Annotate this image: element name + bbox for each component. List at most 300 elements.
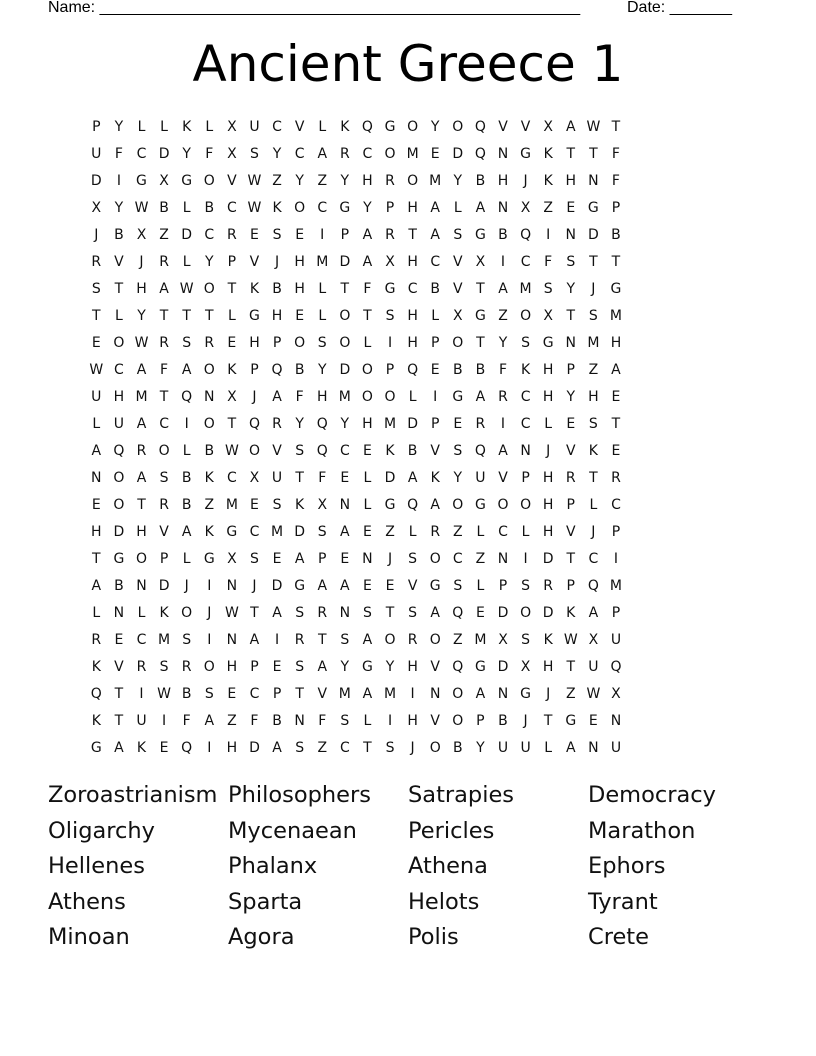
grid-letter: J [387, 551, 393, 567]
word-list-item: Ephors [588, 853, 666, 880]
grid-letter: I [523, 551, 528, 567]
grid-letter: N [565, 227, 576, 243]
grid-letter: N [497, 146, 509, 162]
grid-letter: Y [295, 173, 304, 189]
grid-letter: N [610, 713, 622, 729]
word-list-item: Satrapies [408, 782, 515, 808]
grid-letter: S [317, 335, 327, 351]
grid-letter: X [385, 254, 395, 270]
grid-letter: U [497, 740, 509, 756]
grid-letter: K [430, 470, 440, 486]
grid-letter: C [520, 254, 531, 270]
grid-letter: Y [363, 200, 372, 216]
grid-letter: R [136, 443, 147, 459]
grid-letter: E [227, 335, 237, 351]
grid-letter: A [407, 470, 418, 486]
grid-letter: G [181, 173, 193, 189]
grid-letter: G [384, 281, 396, 297]
grid-letter: Q [610, 659, 622, 675]
grid-letter: Z [317, 173, 328, 189]
grid-letter: D [407, 416, 418, 432]
grid-letter: D [158, 578, 170, 594]
grid-letter: U [91, 389, 102, 405]
grid-letter: K [543, 632, 553, 648]
grid-letter: J [523, 713, 528, 729]
grid-letter: M [406, 146, 419, 162]
grid-letter: A [498, 281, 508, 297]
word-list-item: Helots [408, 888, 480, 915]
grid-letter: A [249, 632, 260, 648]
grid-letter: L [318, 119, 327, 135]
grid-letter: Y [114, 119, 124, 135]
grid-letter: V [453, 281, 463, 297]
grid-letter: S [521, 632, 531, 648]
grid-letter: S [295, 659, 305, 675]
grid-letter: I [433, 389, 438, 405]
grid-letter: G [294, 578, 306, 594]
grid-row [85, 357, 741, 384]
grid-letter: G [361, 659, 373, 675]
grid-letter: N [362, 551, 373, 567]
grid-letter: V [565, 443, 576, 459]
grid-letter: E [250, 497, 259, 513]
grid-letter: G [474, 227, 486, 243]
grid-letter: H [136, 524, 147, 540]
grid-letter: K [159, 605, 169, 621]
grid-letter: Z [588, 362, 599, 378]
grid-letter: W [134, 200, 149, 216]
grid-letter: S [385, 308, 395, 324]
grid-letter: M [609, 578, 622, 594]
grid-letter: Y [566, 389, 576, 405]
grid-letter: C [430, 254, 441, 270]
grid-letter: I [387, 335, 393, 351]
grid-letter: H [565, 173, 577, 189]
grid-letter: I [184, 416, 189, 432]
grid-letter: C [611, 497, 621, 513]
grid-letter: Q [271, 362, 283, 378]
word-list-item: Mycenaean [228, 817, 357, 844]
grid-letter: A [136, 416, 147, 432]
grid-letter: O [181, 605, 193, 621]
grid-letter: P [430, 335, 440, 351]
word-list-item: Philosophers [228, 782, 371, 808]
grid-letter: N [339, 605, 351, 621]
grid-letter: J [207, 605, 212, 621]
grid-letter: U [271, 470, 283, 486]
grid-letter: L [137, 119, 146, 135]
grid-letter: E [295, 308, 305, 324]
grid-letter: Y [114, 200, 124, 216]
grid-letter: E [362, 524, 372, 540]
grid-letter: M [158, 632, 171, 648]
grid-letter: V [520, 119, 531, 135]
grid-letter: E [430, 146, 440, 162]
grid-letter: K [566, 605, 576, 621]
grid-letter: I [207, 740, 212, 756]
grid-letter: P [566, 362, 575, 378]
grid-letter: O [294, 200, 306, 216]
grid-letter: O [452, 335, 464, 351]
grid-letter: T [363, 740, 372, 756]
grid-letter: T [611, 416, 621, 432]
grid-letter: J [274, 254, 280, 270]
grid-letter: A [430, 605, 440, 621]
grid-letter: N [588, 740, 599, 756]
grid-letter: H [407, 335, 418, 351]
grid-letter: G [226, 524, 238, 540]
grid-letter: G [429, 578, 441, 594]
grid-letter: W [179, 281, 194, 297]
grid-letter: J [139, 254, 144, 270]
grid-letter: G [90, 740, 102, 756]
grid-letter: V [430, 659, 440, 675]
grid-letter: R [430, 524, 441, 540]
grid-letter: B [272, 281, 282, 297]
grid-letter: L [589, 497, 598, 513]
grid-letter: F [611, 146, 620, 162]
grid-letter: I [162, 713, 167, 729]
word-list-item: Pericles [408, 817, 495, 844]
grid-letter: E [453, 416, 463, 432]
grid-letter: R [543, 578, 554, 594]
grid-letter: L [363, 335, 372, 351]
grid-letter: E [250, 227, 259, 243]
grid-letter: C [226, 200, 237, 216]
grid-letter: R [294, 632, 305, 648]
grid-row [85, 411, 741, 438]
grid-letter: U [475, 470, 486, 486]
grid-letter: Z [159, 227, 169, 243]
grid-letter: L [408, 389, 417, 405]
grid-letter: P [611, 200, 621, 216]
grid-letter: R [385, 227, 395, 243]
grid-letter: R [91, 254, 102, 270]
grid-letter: Q [474, 119, 486, 135]
grid-letter: S [521, 578, 531, 594]
grid-letter: A [362, 227, 373, 243]
grid-letter: A [91, 443, 102, 459]
grid-letter: A [565, 119, 576, 135]
grid-letter: C [498, 524, 508, 540]
grid-letter: R [385, 173, 395, 189]
grid-letter: Z [543, 200, 553, 216]
page-title: Ancient Greece 1 [192, 35, 624, 93]
grid-letter: K [91, 713, 101, 729]
grid-letter: Q [452, 659, 464, 675]
grid-letter: H [610, 335, 622, 351]
grid-letter: M [316, 254, 329, 270]
grid-letter: C [204, 227, 215, 243]
grid-letter: Y [453, 173, 463, 189]
grid-letter: Z [317, 740, 328, 756]
grid-letter: R [611, 470, 621, 486]
grid-letter: H [294, 281, 305, 297]
grid-letter: B [181, 686, 192, 702]
grid-letter: C [339, 740, 350, 756]
grid-letter: R [159, 254, 169, 270]
grid-letter: E [114, 632, 124, 648]
grid-letter: E [295, 227, 305, 243]
grid-letter: Q [113, 443, 125, 459]
grid-letter: C [136, 146, 147, 162]
grid-letter: Q [181, 740, 193, 756]
grid-letter: V [498, 470, 508, 486]
word-list-item: Tyrant [588, 888, 658, 915]
grid-letter: C [249, 686, 260, 702]
grid-letter: X [136, 227, 147, 243]
grid-letter: Y [476, 740, 485, 756]
grid-letter: L [182, 200, 191, 216]
grid-letter: K [295, 497, 305, 513]
grid-letter: Z [498, 308, 508, 324]
grid-letter: B [430, 281, 440, 297]
grid-letter: D [384, 470, 396, 486]
grid-letter: W [134, 335, 149, 351]
grid-letter: A [498, 443, 508, 459]
grid-letter: D [294, 524, 306, 540]
grid-letter: T [408, 227, 417, 243]
grid-letter: X [91, 200, 102, 216]
word-list-item: Minoan [48, 924, 130, 951]
grid-letter: Z [475, 551, 486, 567]
grid-letter: S [159, 659, 169, 675]
grid-letter: V [407, 578, 418, 594]
grid-letter: P [611, 524, 621, 540]
grid-letter: C [317, 200, 328, 216]
grid-row [85, 600, 741, 627]
grid-letter: O [113, 335, 125, 351]
grid-letter: E [227, 686, 237, 702]
grid-letter: L [114, 308, 123, 324]
grid-letter: B [114, 578, 124, 594]
grid-letter: V [453, 254, 463, 270]
grid-letter: E [340, 551, 350, 567]
grid-letter: M [474, 632, 487, 648]
grid-letter: V [430, 713, 440, 729]
grid-row [85, 330, 741, 357]
grid-letter: J [184, 578, 189, 594]
grid-letter: X [520, 659, 531, 675]
grid-letter: W [157, 686, 171, 702]
grid-letter: R [407, 632, 418, 648]
grid-letter: L [182, 254, 191, 270]
grid-letter: S [91, 281, 101, 297]
grid-letter: A [272, 605, 282, 621]
grid-letter: U [249, 119, 260, 135]
grid-letter: X [227, 119, 237, 135]
word-list-item: Sparta [228, 888, 303, 915]
grid-letter: K [204, 470, 214, 486]
grid-letter: H [316, 389, 328, 405]
grid-letter: G [520, 146, 531, 162]
grid-letter: X [588, 632, 599, 648]
grid-letter: S [295, 740, 305, 756]
grid-letter: I [320, 227, 325, 243]
grid-letter: D [339, 254, 351, 270]
grid-letter: T [476, 281, 485, 297]
grid-letter: E [159, 740, 169, 756]
grid-letter: T [476, 335, 485, 351]
grid-letter: E [611, 389, 621, 405]
grid-letter: F [182, 713, 191, 729]
grid-letter: Q [316, 416, 328, 432]
grid-row [85, 465, 741, 492]
grid-letter: V [565, 524, 576, 540]
grid-letter: M [587, 335, 600, 351]
grid-letter: D [497, 605, 509, 621]
grid-letter: P [227, 254, 237, 270]
grid-letter: E [340, 470, 350, 486]
grid-row [85, 492, 741, 519]
grid-letter: W [89, 362, 104, 378]
grid-letter: Z [272, 173, 282, 189]
grid-letter: D [249, 740, 260, 756]
grid-letter: L [453, 200, 462, 216]
grid-letter: X [227, 389, 237, 405]
grid-letter: Q [361, 119, 373, 135]
grid-letter: L [363, 497, 372, 513]
grid-letter: Y [340, 416, 350, 432]
grid-letter: O [248, 443, 260, 459]
grid-letter: F [318, 713, 327, 729]
grid-letter: I [274, 632, 280, 648]
grid-letter: Z [453, 632, 463, 648]
grid-letter: H [407, 308, 418, 324]
grid-letter: H [249, 335, 260, 351]
grid-letter: P [566, 578, 575, 594]
grid-letter: N [497, 200, 509, 216]
grid-letter: J [252, 389, 257, 405]
grid-letter: D [339, 362, 351, 378]
grid-letter: G [474, 308, 486, 324]
grid-letter: I [207, 578, 212, 594]
grid-letter: J [410, 740, 415, 756]
grid-letter: I [116, 173, 121, 189]
grid-letter: R [159, 497, 169, 513]
grid-letter: N [91, 470, 102, 486]
grid-row [85, 222, 741, 249]
grid-letter: K [543, 146, 553, 162]
grid-letter: B [294, 362, 305, 378]
grid-letter: S [182, 632, 192, 648]
grid-letter: Q [407, 362, 419, 378]
grid-letter: V [272, 443, 282, 459]
grid-letter: N [113, 605, 125, 621]
grid-letter: Y [498, 335, 508, 351]
grid-letter: T [589, 470, 598, 486]
grid-letter: X [227, 551, 237, 567]
grid-letter: M [271, 524, 284, 540]
grid-letter: O [294, 335, 306, 351]
grid-letter: E [91, 497, 101, 513]
grid-letter: D [587, 227, 599, 243]
grid-letter: S [272, 497, 282, 513]
grid-letter: R [317, 605, 328, 621]
grid-letter: E [362, 578, 372, 594]
grid-letter: B [498, 713, 508, 729]
grid-letter: T [589, 254, 598, 270]
grid-letter: T [114, 713, 124, 729]
grid-letter: A [181, 524, 192, 540]
grid-letter: O [497, 497, 509, 513]
grid-letter: G [520, 686, 531, 702]
grid-letter: T [566, 551, 576, 567]
grid-letter: S [588, 416, 598, 432]
grid-letter: F [250, 713, 259, 729]
grid-letter: O [384, 146, 396, 162]
grid-letter: A [136, 362, 147, 378]
grid-letter: D [271, 578, 283, 594]
grid-letter: J [94, 227, 99, 243]
grid-letter: E [611, 443, 621, 459]
grid-row [85, 546, 741, 573]
grid-letter: H [542, 659, 554, 675]
grid-letter: W [247, 173, 262, 189]
grid-letter: H [271, 308, 283, 324]
grid-letter: H [542, 470, 554, 486]
grid-letter: E [272, 659, 282, 675]
grid-letter: P [521, 470, 530, 486]
grid-letter: F [295, 389, 304, 405]
grid-letter: T [159, 308, 169, 324]
grid-letter: D [158, 146, 170, 162]
grid-row [85, 681, 741, 708]
grid-letter: G [384, 497, 396, 513]
grid-letter: R [272, 416, 282, 432]
grid-letter: N [204, 389, 215, 405]
grid-letter: N [429, 686, 441, 702]
grid-letter: U [610, 632, 622, 648]
grid-letter: T [295, 470, 304, 486]
grid-letter: P [92, 119, 101, 135]
grid-letter: T [250, 605, 259, 621]
grid-letter: Q [316, 443, 328, 459]
grid-letter: M [609, 308, 622, 324]
grid-letter: T [204, 308, 214, 324]
grid-letter: D [542, 605, 554, 621]
grid-letter: O [361, 389, 373, 405]
word-list-item: Democracy [588, 782, 716, 808]
grid-letter: J [523, 173, 528, 189]
grid-letter: S [521, 335, 531, 351]
grid-letter: G [384, 119, 396, 135]
grid-letter: R [565, 470, 576, 486]
grid-letter: C [362, 146, 373, 162]
grid-letter: J [591, 524, 596, 540]
grid-letter: C [249, 524, 260, 540]
grid-letter: H [226, 740, 238, 756]
grid-letter: P [385, 200, 395, 216]
grid-letter: U [588, 659, 599, 675]
grid-letter: S [159, 470, 169, 486]
grid-letter: H [362, 416, 373, 432]
grid-letter: S [453, 227, 463, 243]
grid-letter: P [318, 551, 327, 567]
grid-letter: R [475, 416, 486, 432]
grid-letter: H [136, 281, 147, 297]
grid-letter: L [182, 443, 191, 459]
grid-letter: O [452, 713, 464, 729]
grid-letter: M [383, 416, 397, 432]
grid-letter: L [182, 551, 191, 567]
grid-letter: L [227, 308, 236, 324]
grid-letter: K [272, 200, 282, 216]
grid-letter: D [542, 551, 554, 567]
grid-letter: B [407, 443, 418, 459]
grid-row [85, 303, 741, 330]
grid-letter: A [588, 605, 599, 621]
